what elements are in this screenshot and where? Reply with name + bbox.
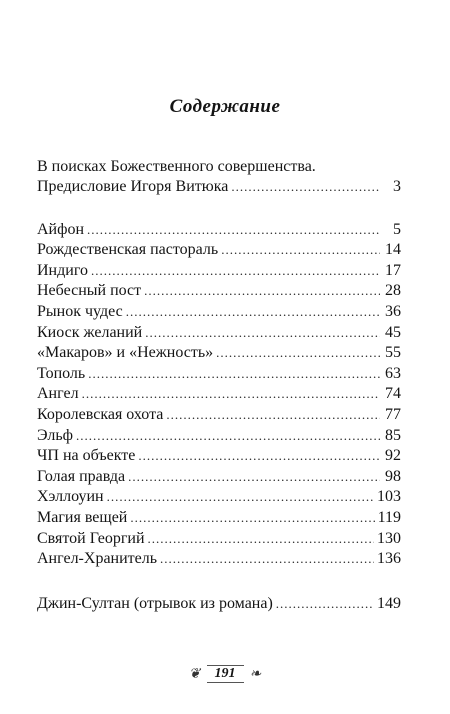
toc-entry-label: Рождественская пастораль <box>37 241 219 259</box>
toc-entry-label: Рынок чудес <box>37 302 123 320</box>
dot-leader <box>138 446 380 467</box>
dot-leader <box>76 426 380 447</box>
toc-spacer <box>37 570 401 594</box>
toc-entry-page: 55 <box>385 344 401 362</box>
toc-entry <box>37 302 401 323</box>
toc-entry-page: 63 <box>385 364 401 382</box>
dot-leader <box>126 302 380 323</box>
toc-entry-page: 74 <box>385 385 401 403</box>
dot-leader <box>107 487 374 508</box>
toc-entry-page: 130 <box>377 529 401 547</box>
toc-entry <box>37 323 401 344</box>
dot-leader <box>166 405 380 426</box>
toc-entry-label: Предисловие Игоря Витюка <box>37 178 229 195</box>
dot-leader <box>148 529 374 550</box>
toc-entry <box>37 487 401 508</box>
dot-leader <box>91 261 380 282</box>
toc-entry <box>37 281 401 302</box>
toc-intro-entry <box>37 177 401 198</box>
toc-entry <box>37 220 401 241</box>
toc-spacer <box>37 198 401 220</box>
ornament-left-icon: ❦ <box>188 666 201 682</box>
dot-leader <box>130 508 374 529</box>
dot-leader <box>144 281 380 302</box>
toc-entry <box>37 508 401 529</box>
page-title: Содержание <box>169 96 281 117</box>
dot-leader <box>87 220 380 241</box>
toc-entry-page: 119 <box>377 508 401 526</box>
toc-entry-page: 77 <box>385 405 401 423</box>
toc-entry-label: Тополь <box>37 364 86 382</box>
toc-entry-page: 5 <box>393 220 401 238</box>
toc-entry-page: 103 <box>377 488 401 506</box>
toc-entry-label: Ангел <box>37 385 79 403</box>
dot-leader <box>160 549 374 570</box>
dot-leader <box>128 467 380 488</box>
toc-entry-label: Голая правда <box>37 467 126 485</box>
toc-entry-page: 98 <box>385 467 401 485</box>
toc-entry <box>37 261 401 282</box>
toc-entry-page: 14 <box>385 241 401 259</box>
dot-leader <box>221 240 380 261</box>
toc-entry-label: Киоск желаний <box>37 323 143 341</box>
toc-entry-label: «Макаров» и «Нежность» <box>37 344 214 362</box>
toc-entry-label: ЧП на объекте <box>37 447 136 465</box>
toc-entry-label: Джин-Султан (отрывок из романа) <box>37 594 273 612</box>
page-number: 191 <box>207 665 244 683</box>
toc-entry-page: 3 <box>393 178 401 195</box>
toc-entry <box>37 384 401 405</box>
toc-final-entry <box>37 594 401 615</box>
dot-leader <box>88 364 380 385</box>
toc-entry-page: 85 <box>385 426 401 444</box>
toc-entry-label: Магия вещей <box>37 508 128 526</box>
toc-entry <box>37 446 401 467</box>
toc-entry-page: 45 <box>385 323 401 341</box>
dot-leader <box>276 594 374 615</box>
toc-entry-label: Индиго <box>37 261 88 279</box>
toc-entry <box>37 426 401 447</box>
toc-entry-page: 17 <box>385 261 401 279</box>
table-of-contents <box>37 157 401 614</box>
toc-entry-page: 92 <box>385 447 401 465</box>
toc-entry-label: Святой Георгий <box>37 529 145 547</box>
toc-entry <box>37 467 401 488</box>
toc-entry <box>37 529 401 550</box>
dot-leader <box>231 177 380 198</box>
dot-leader <box>145 323 380 344</box>
toc-intro-line: В поисках Божественного совершенства. <box>37 158 316 175</box>
ornament-right-icon: ❧ <box>249 666 262 682</box>
toc-entry-label: Ангел-Хранитель <box>37 550 158 568</box>
toc-entry <box>37 343 401 364</box>
dot-leader <box>82 384 380 405</box>
toc-entry <box>37 549 401 570</box>
dot-leader <box>216 343 380 364</box>
toc-entry-page: 149 <box>377 594 401 612</box>
toc-entry-page: 28 <box>385 282 401 300</box>
toc-entry-label: Небесный пост <box>37 282 142 300</box>
toc-entry-label: Королевская охота <box>37 405 164 423</box>
toc-entry <box>37 405 401 426</box>
toc-entry <box>37 364 401 385</box>
toc-entry <box>37 240 401 261</box>
page-footer <box>0 665 450 683</box>
toc-entry-label: Хэллоуин <box>37 488 104 506</box>
toc-entry-label: Айфон <box>37 220 85 238</box>
toc-entries <box>37 220 401 570</box>
toc-entry-page: 36 <box>385 302 401 320</box>
toc-entry-page: 136 <box>377 550 401 568</box>
toc-entry-label: Эльф <box>37 426 73 444</box>
